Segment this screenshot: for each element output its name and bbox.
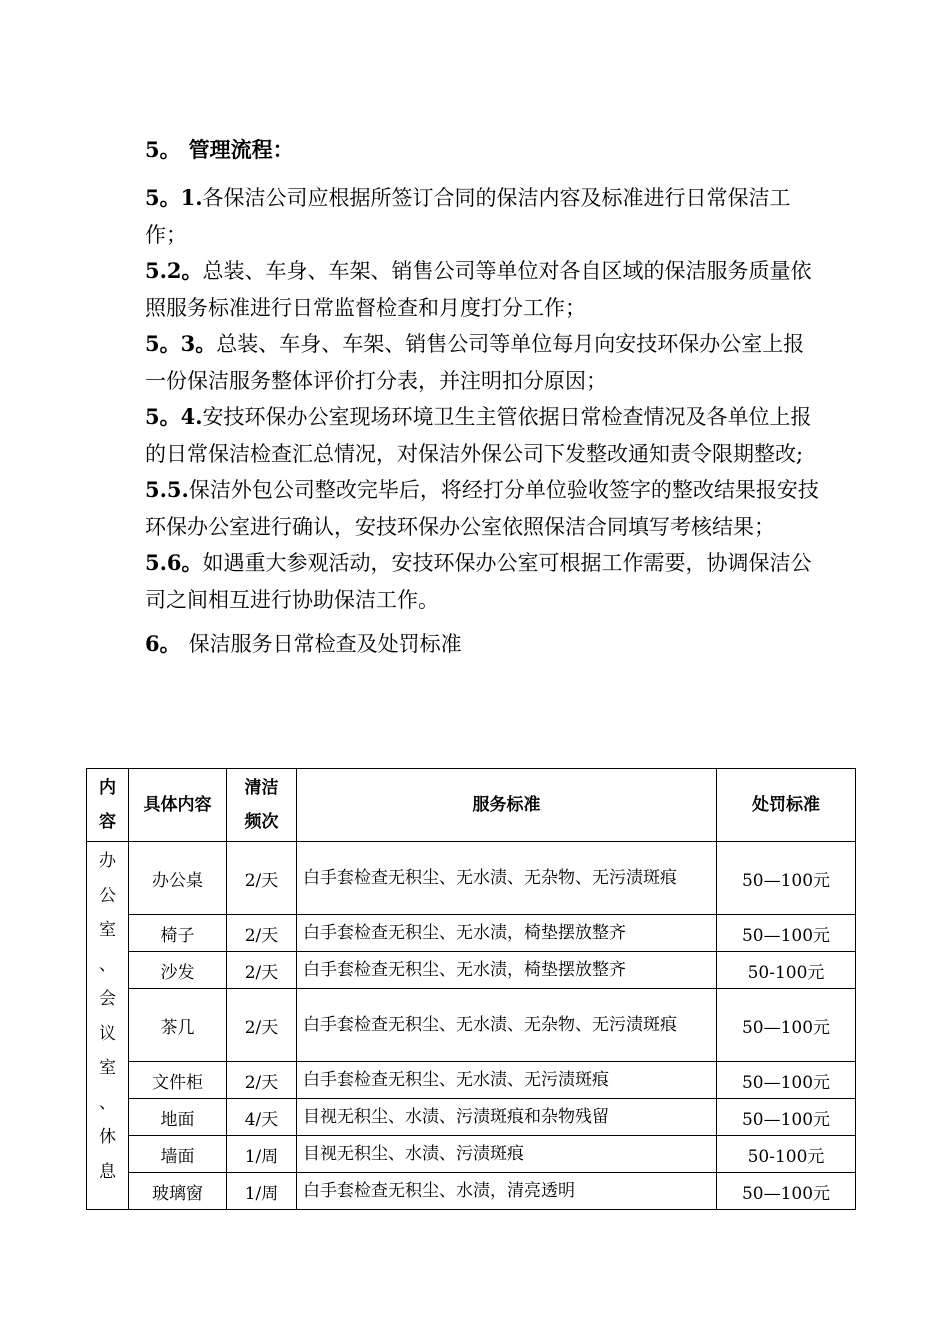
document-body	[145, 130, 825, 662]
table-row	[87, 1173, 856, 1210]
header-content: 内 容	[87, 769, 129, 842]
inspection-standard-table	[86, 768, 856, 1210]
item-number: 5。1.	[145, 185, 203, 210]
penalty-cell: 50—100元	[717, 1173, 856, 1210]
penalty-cell: 50—100元	[717, 915, 856, 952]
item-number: 5.5.	[145, 477, 189, 502]
penalty-cell: 50-100元	[717, 1136, 856, 1173]
table-row	[87, 915, 856, 952]
frequency-cell: 1/周	[227, 1136, 297, 1173]
standard-cell: 白手套检查无积尘、无水渍、无污渍斑痕	[297, 1062, 717, 1099]
item-cell: 文件柜	[129, 1062, 227, 1099]
item-cell: 茶几	[129, 989, 227, 1062]
item-cell: 沙发	[129, 952, 227, 989]
frequency-cell: 2/天	[227, 915, 297, 952]
item-text: 总装、车身、车架、销售公司等单位对各自区域的保洁服务质量依照服务标准进行日常监督检查和月度打分工作；	[145, 259, 812, 320]
paragraph-5-3	[145, 326, 825, 399]
paragraph-5-2	[145, 253, 825, 326]
item-text: 总装、车身、车架、销售公司等单位每月向安技环保办公室上报一份保洁服务整体评价打分表，并注明扣分原因；	[145, 332, 805, 393]
paragraph-5-6	[145, 545, 825, 618]
section-title: 保洁服务日常检查及处罚标准	[188, 632, 462, 656]
table-row	[87, 1062, 856, 1099]
standard-cell: 白手套检查无积尘、无水渍、无杂物、无污渍斑痕	[297, 989, 717, 1062]
penalty-cell: 50—100元	[717, 1099, 856, 1136]
frequency-cell: 2/天	[227, 989, 297, 1062]
item-number: 5.2。	[145, 258, 203, 283]
item-number: 5。4.	[145, 404, 203, 429]
item-cell: 椅子	[129, 915, 227, 952]
standard-cell: 白手套检查无积尘、无水渍，椅垫摆放整齐	[297, 952, 717, 989]
item-text: 安技环保办公室现场环境卫生主管依据日常检查情况及各单位上报的日常保洁检查汇总情况，对保洁外保公司下发整改通知责令限期整改;	[145, 405, 812, 466]
frequency-cell: 1/周	[227, 1173, 297, 1210]
standard-cell: 白手套检查无积尘、水渍，清亮透明	[297, 1173, 717, 1210]
paragraph-5-5	[145, 472, 825, 545]
frequency-cell: 2/天	[227, 1062, 297, 1099]
item-number: 5.6。	[145, 550, 203, 575]
section-number: 5。	[145, 137, 181, 162]
standard-cell: 目视无积尘、水渍、污渍斑痕	[297, 1136, 717, 1173]
table-row	[87, 1136, 856, 1173]
penalty-cell: 50—100元	[717, 842, 856, 915]
paragraph-5-4	[145, 399, 825, 472]
penalty-cell: 50—100元	[717, 989, 856, 1062]
table-row	[87, 1099, 856, 1136]
table-row	[87, 989, 856, 1062]
item-number: 5。3。	[145, 331, 217, 356]
header-frequency: 清洁 频次	[227, 769, 297, 842]
item-cell: 玻璃窗	[129, 1173, 227, 1210]
section-5-heading	[145, 132, 825, 168]
table-row	[87, 842, 856, 915]
table-row	[87, 952, 856, 989]
area-cell: 办 公 室 、 会 议 室 、 休 息	[87, 842, 129, 1210]
section-6-heading	[145, 626, 825, 662]
frequency-cell: 2/天	[227, 952, 297, 989]
header-standard: 服务标准	[297, 769, 717, 842]
item-cell: 地面	[129, 1099, 227, 1136]
standard-cell: 目视无积尘、水渍、污渍斑痕和杂物残留	[297, 1099, 717, 1136]
penalty-cell: 50-100元	[717, 952, 856, 989]
paragraph-5-1	[145, 180, 825, 253]
item-text: 各保洁公司应根据所签订合同的保洁内容及标准进行日常保洁工作；	[145, 186, 791, 247]
item-cell: 墙面	[129, 1136, 227, 1173]
header-item: 具体内容	[129, 769, 227, 842]
frequency-cell: 4/天	[227, 1099, 297, 1136]
frequency-cell: 2/天	[227, 842, 297, 915]
standard-cell: 白手套检查无积尘、无水渍、无杂物、无污渍斑痕	[297, 842, 717, 915]
penalty-cell: 50—100元	[717, 1062, 856, 1099]
table-header-row	[87, 769, 856, 842]
item-cell: 办公桌	[129, 842, 227, 915]
item-text: 保洁外包公司整改完毕后，将经打分单位验收签字的整改结果报安技环保办公室进行确认，安技环保办公室依照保洁合同填写考核结果；	[145, 478, 819, 539]
section-title: 管理流程：	[188, 137, 294, 162]
standard-cell: 白手套检查无积尘、无水渍，椅垫摆放整齐	[297, 915, 717, 952]
item-text: 如遇重大参观活动，安技环保办公室可根据工作需要，协调保洁公司之间相互进行协助保洁工作。	[145, 551, 812, 612]
header-penalty: 处罚标准	[717, 769, 856, 842]
section-number: 6。	[145, 631, 181, 656]
